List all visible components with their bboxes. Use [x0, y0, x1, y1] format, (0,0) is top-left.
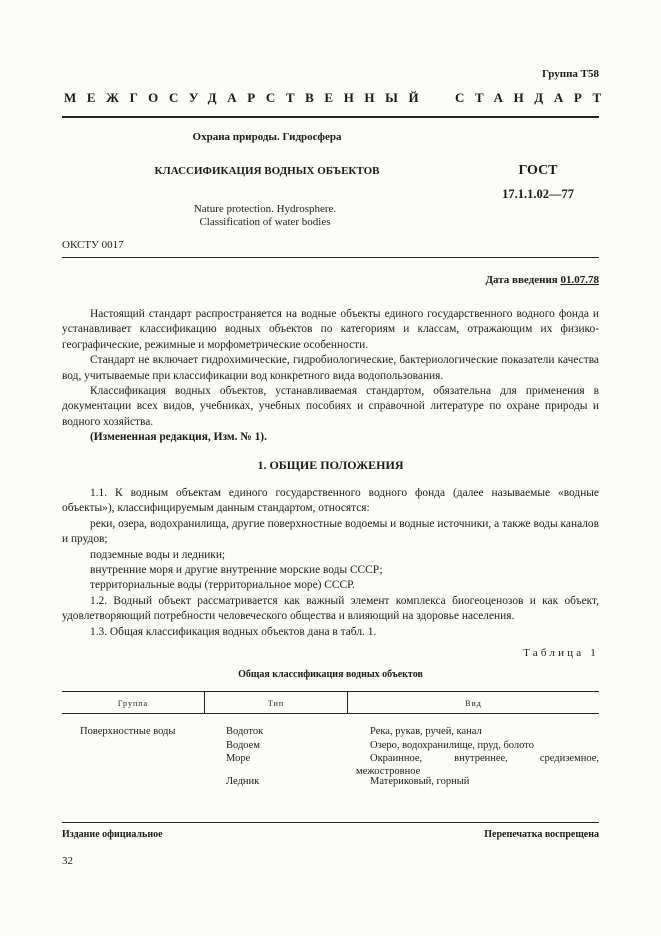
- intro-paragraph-1: Настоящий стандарт распространяется на водные объекты единого государственного водного фонда и устанавливает классификацию водных объектов по категориям и классам, отражающим их физико-географические, режимные и морфометрические особенности.: [62, 308, 599, 351]
- intro-text: [62, 307, 599, 446]
- header-rule: [62, 116, 599, 118]
- intro-date: [485, 274, 599, 286]
- standard-heading-right: СТАНДАРТ: [455, 90, 612, 105]
- table-header-type: Тип: [267, 699, 285, 708]
- gost-designation: [458, 163, 618, 202]
- intro-paragraph-3: Классификация водных объектов, устанавливаемая стандартом, обязательна для применения в документации всех видов, учебниках, учебных пособиях и справочной литературе по охране природы и водного хозяйства.: [62, 385, 599, 428]
- oksty-code: ОКСТУ 0017: [62, 239, 124, 251]
- table-header-kind: Вид: [465, 699, 482, 708]
- gost-number: 17.1.1.02—77: [502, 187, 574, 201]
- clause-1-1: 1.1. К водным объектам единого государственного водного фонда (далее называемые «водные объекты»), классифицируемым данным стандартом, относятся:: [62, 487, 599, 515]
- clause-1-1-item: территориальные воды (территориальное море) СССР.: [90, 579, 355, 592]
- table-cell-kind: Окраинное, внутреннее, средиземное, межостровное: [356, 753, 599, 778]
- gost-label: ГОСТ: [518, 163, 558, 178]
- title-en-line2: Classification of water bodies: [199, 216, 331, 228]
- footer-rule: [62, 822, 599, 823]
- table-cell-group: Поверхностные воды: [80, 726, 176, 737]
- official-edition-note: Издание официальное: [62, 829, 163, 840]
- document-title-ru: КЛАССИФИКАЦИЯ ВОДНЫХ ОБЪЕКТОВ: [154, 165, 380, 177]
- table-cell-type: Ледник: [226, 776, 260, 787]
- table-cell-kind: Материковый, горный: [370, 776, 470, 787]
- title-rule: [62, 257, 599, 258]
- table-cell-type: Водоток: [226, 726, 264, 737]
- reprint-prohibited-note: Перепечатка воспрещена: [484, 829, 599, 840]
- table-title: Общая классификация водных объектов: [238, 669, 423, 680]
- table-header-group: Группа: [117, 699, 149, 708]
- title-en-line1: Nature protection. Hydrosphere.: [193, 203, 337, 215]
- section-1-text: [62, 486, 599, 640]
- table-label: Таблица 1: [523, 647, 599, 659]
- intro-date-label: Дата введения: [485, 274, 558, 286]
- table-cell-kind: Река, рукав, ручей, канал: [370, 726, 482, 737]
- group-code: Группа Т58: [541, 68, 599, 80]
- section-1-title: 1. ОБЩИЕ ПОЛОЖЕНИЯ: [257, 458, 404, 472]
- clause-1-3: 1.3. Общая классификация водных объектов дана в табл. 1.: [90, 625, 377, 638]
- table-cell-type: Водоем: [226, 740, 260, 751]
- amendment-note: (Измененная редакция, Изм. № 1).: [90, 431, 267, 444]
- document-title-en: [0, 203, 530, 229]
- intro-date-value: 01.07.78: [560, 274, 599, 286]
- page-number: 32: [62, 855, 73, 867]
- clause-1-1-item: внутренние моря и другие внутренние морские воды СССР;: [90, 564, 383, 577]
- table-top-rule: [62, 691, 599, 692]
- standard-heading-left: МЕЖГОСУДАРСТВЕННЫЙ: [64, 90, 430, 105]
- table-cell-type: Море: [226, 753, 251, 764]
- table-header-rule: [62, 713, 599, 714]
- intro-paragraph-2: Стандарт не включает гидрохимические, гидробиологические, бактериологические показатели качества вод, учитываемые при классификации вод конкретного вида водопользования.: [62, 354, 599, 382]
- clause-1-1-item: реки, озера, водохранилища, другие поверхностные водоемы и водные источники, а также воды каналов и прудов;: [62, 517, 599, 546]
- topic-title: Охрана природы. Гидросфера: [192, 131, 342, 143]
- table-cell-kind: Озеро, водохранилище, пруд, болото: [370, 740, 534, 751]
- clause-1-1-item: подземные воды и ледники;: [90, 548, 226, 561]
- clause-1-2: 1.2. Водный объект рассматривается как важный элемент комплекса биогеоценозов и как объект, удовлетворяющий потребности человеческого общества и влияющий на здоровье населения.: [62, 594, 599, 623]
